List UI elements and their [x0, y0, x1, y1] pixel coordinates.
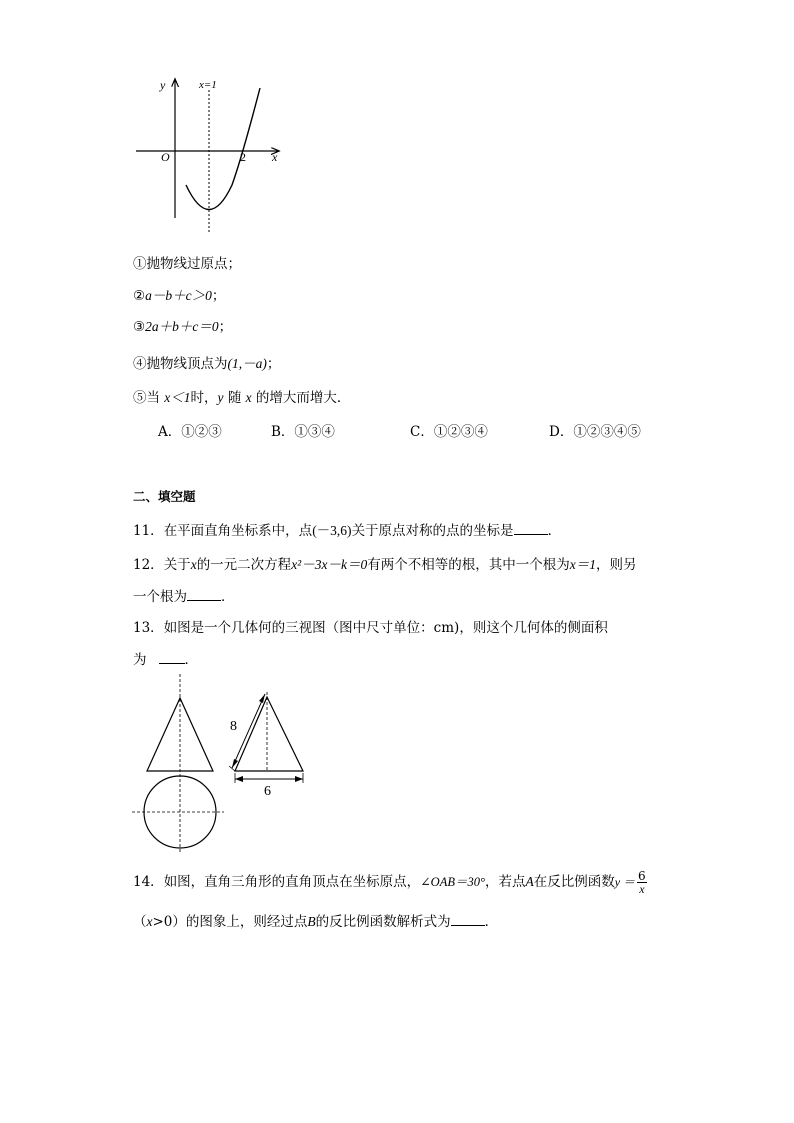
section-title: 二、填空题: [133, 489, 196, 504]
question-12-line-2: 一个根为 ．: [133, 586, 235, 607]
question-12-line-1: 12．关于x的一元二次方程x²－3x－k＝0有两个不相等的根，其中一个根为x＝1，则另: [133, 557, 637, 573]
y-axis-label: y: [160, 78, 166, 92]
answer-blank[interactable]: [159, 649, 185, 664]
statement-1: ①抛物线过原点；: [133, 256, 241, 272]
answer-blank[interactable]: [451, 911, 485, 926]
root-label: 2: [240, 150, 246, 164]
question-11: 11．在平面直角坐标系中，点(－3,6)关于原点对称的点的坐标是 ．: [133, 520, 561, 541]
statement-3: ③2a＋b＋c＝0；: [133, 319, 233, 335]
answer-blank[interactable]: [514, 520, 548, 535]
option-c: C．①②③④: [410, 424, 488, 440]
x-axis-label: x: [272, 150, 278, 164]
three-views-figure: [130, 672, 312, 858]
option-d: D．①②③④⑤: [549, 424, 641, 440]
parabola-graph: [130, 72, 290, 237]
symmetry-axis-label: x=1: [199, 79, 217, 91]
base-arrow-right: [295, 776, 303, 782]
base-arrow-left: [235, 776, 243, 782]
option-a: A．①②③: [158, 424, 222, 440]
question-14-line-1: 14．如图，直角三角形的直角顶点在坐标原点，∠OAB＝30°，若点A在反比例函数y ＝ $\frac{6}{x}$: [133, 869, 646, 896]
slant-dimension-label: 8: [230, 719, 237, 734]
parabola-curve: [186, 88, 260, 210]
base-dimension-label: 6: [264, 784, 271, 799]
statement-4: ④抛物线顶点为(1,－a)；: [133, 356, 281, 372]
statement-2: ②a－b＋c＞0；: [133, 288, 226, 304]
answer-blank[interactable]: [187, 586, 221, 601]
question-13-line-2: 为 ．: [133, 649, 198, 670]
option-b: B．①③④: [271, 424, 335, 440]
statement-5: ⑤当 x＜1时，y 随 x 的增大而增大．: [133, 390, 351, 406]
side-view-triangle: [235, 697, 303, 771]
slant-arrow-top: [259, 694, 265, 703]
fraction-6-over-x: $\frac{6}{x}$: [638, 869, 646, 896]
origin-label: O: [161, 150, 170, 164]
question-13-line-1: 13．如图是一个几体何的三视图（图中尺寸单位：cm)，则这个几何体的侧面积: [133, 620, 608, 636]
question-14-line-2: （x>0）的图象上，则经过点B的反比例函数解析式为 ．: [133, 911, 498, 932]
